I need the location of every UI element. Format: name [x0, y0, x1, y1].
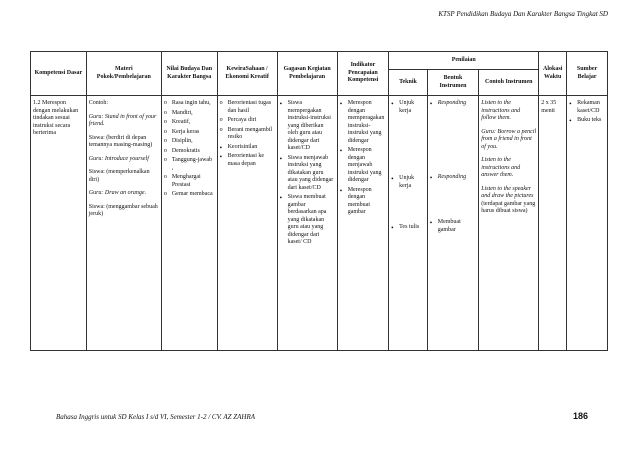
header-indikator: Indikator Pencapaian Kompetensi	[337, 52, 388, 96]
bentuk-item: • Responding	[430, 174, 476, 182]
nilai-item: o Gemar membaca	[164, 191, 215, 199]
cell-kompetensi-dasar: 1.2 Merespon dengan melakukan tindakan sesuai instruksi secara berterima	[31, 96, 87, 351]
sumber-item: • Buku teks	[569, 117, 605, 125]
materi-line: Guru: Introduce yourself	[88, 155, 149, 162]
cell-contoh	[479, 96, 539, 351]
nilai-item: o Kreatif,	[164, 119, 215, 127]
contoh-line: Listen to the instructions and answer them.	[481, 157, 521, 178]
kegiatan-item: • Siswa menjawab instruksi yang dikatakan guru atau yang didengar dari kaset/CD	[280, 155, 335, 193]
header-alokasi: Alokasi Waktu	[539, 52, 567, 96]
cell-kegiatan	[277, 96, 337, 351]
nilai-item: o Menghargai Prestasi	[164, 174, 215, 189]
nilai-item: o Tanggung-jawab ,	[164, 157, 215, 172]
header-contoh: Contoh Instrumen	[479, 70, 539, 96]
teknik-item: • Unjuk kerja	[391, 175, 425, 190]
nilai-item: o Disiplin,	[164, 138, 215, 146]
cell-kewirausahaan	[217, 96, 277, 351]
indikator-item: • Merespon dengan memperagakan instruksi-instruksi yang didengar	[340, 100, 386, 145]
silabus-table	[30, 51, 608, 351]
kewirausahaan-item: o Berorientasi tugas dan hasil	[220, 100, 275, 115]
sumber-item: • Rekaman kaset/CD	[569, 100, 605, 115]
kegiatan-item: • Siswa mempergakan instruksi-instruksi yang diberikan oleh guru atau didengar dari kaset/CD	[280, 100, 335, 153]
kewirausahaan-item: o Berani mengambil resiko	[220, 127, 275, 142]
header-kompetensi-dasar: Kompetensi Dasar	[31, 52, 87, 96]
indikator-item: • Merespon dengan membuat gambar	[340, 187, 386, 217]
header-teknik: Teknik	[389, 70, 428, 96]
header-bentuk: Bentuk Instrumen	[427, 70, 478, 96]
materi-line: Siswa: (menggambar sebuah jeruk)	[88, 203, 158, 217]
contoh-line: Listen to the speaker and draw the pictures	[481, 185, 534, 199]
contoh-line: Listen to the instructions and follow them.	[481, 100, 521, 121]
kewirausahaan-item: • Keorisinilan	[220, 144, 275, 152]
materi-line: Guru: Draw an orange.	[88, 190, 147, 196]
bentuk-item: • Responding	[430, 100, 476, 108]
materi-line: Contoh:	[88, 100, 109, 106]
materi-line: Siswa: (memperkenalkan diri)	[88, 169, 150, 183]
teknik-item: • Tes tulis	[391, 224, 425, 232]
materi-line: Siswa: (berdiri di depan temannya masing-masing)	[88, 134, 153, 148]
header-materi: Materi Pokok/Pembelajaran	[86, 52, 161, 96]
cell-sumber	[567, 96, 608, 351]
cell-teknik	[389, 96, 428, 351]
header-nilai-budaya: Nilai Budaya Dan Karakter Bangsa	[161, 52, 217, 96]
cell-materi	[86, 96, 161, 351]
page-number: 186	[572, 411, 588, 421]
header-note: KTSP Pendidikan Budaya Dan Karakter Bangsa Tingkat SD	[438, 10, 608, 18]
kegiatan-item: • Siswa membuat gambar berdasarkan apa yang dikatakan guru atau yang didengar dari kaset/ CD	[280, 194, 335, 247]
kewirausahaan-item: o Percaya diri	[220, 117, 275, 125]
nilai-item: o Kerja keras	[164, 129, 215, 137]
cell-nilai-budaya	[161, 96, 217, 351]
header-kewirausahaan: KewiraSahaan / Ekonomi Kreatif	[217, 52, 277, 96]
header-sumber: Sumber Belajar	[567, 52, 608, 96]
cell-indikator	[337, 96, 388, 351]
nilai-item: o Mandiri,	[164, 110, 215, 118]
nilai-item: o Demokratis	[164, 148, 215, 156]
nilai-item: o Rasa ingin tahu,	[164, 100, 215, 108]
footer-book-title: Bahasa Inggris untuk SD Kelas I s/d VI, Semester 1-2 / CV. AZ ZAHRA	[56, 413, 256, 421]
indikator-item: • Merespon dengan menjawab instruksi yang didengar	[340, 147, 386, 185]
contoh-line: (terdapat gambar yang harus dibuat siswa)	[481, 200, 536, 214]
teknik-item: • Unjuk kerja	[391, 100, 425, 115]
materi-line: Guru: Stand in front of your friend.	[88, 113, 157, 127]
header-kegiatan: Gagasan Kegiatan Pembelajaran	[277, 52, 337, 96]
contoh-line: Guru: Borrow a pencil from a friend in front of you.	[481, 128, 537, 150]
header-penilaian: Penilaian	[389, 52, 539, 70]
kewirausahaan-item: • Berorientasi ke masa depan	[220, 153, 275, 168]
bentuk-item: • Membuat gambar	[430, 219, 476, 234]
cell-bentuk	[427, 96, 478, 351]
cell-alokasi: 2 x 35 menit	[539, 96, 567, 351]
